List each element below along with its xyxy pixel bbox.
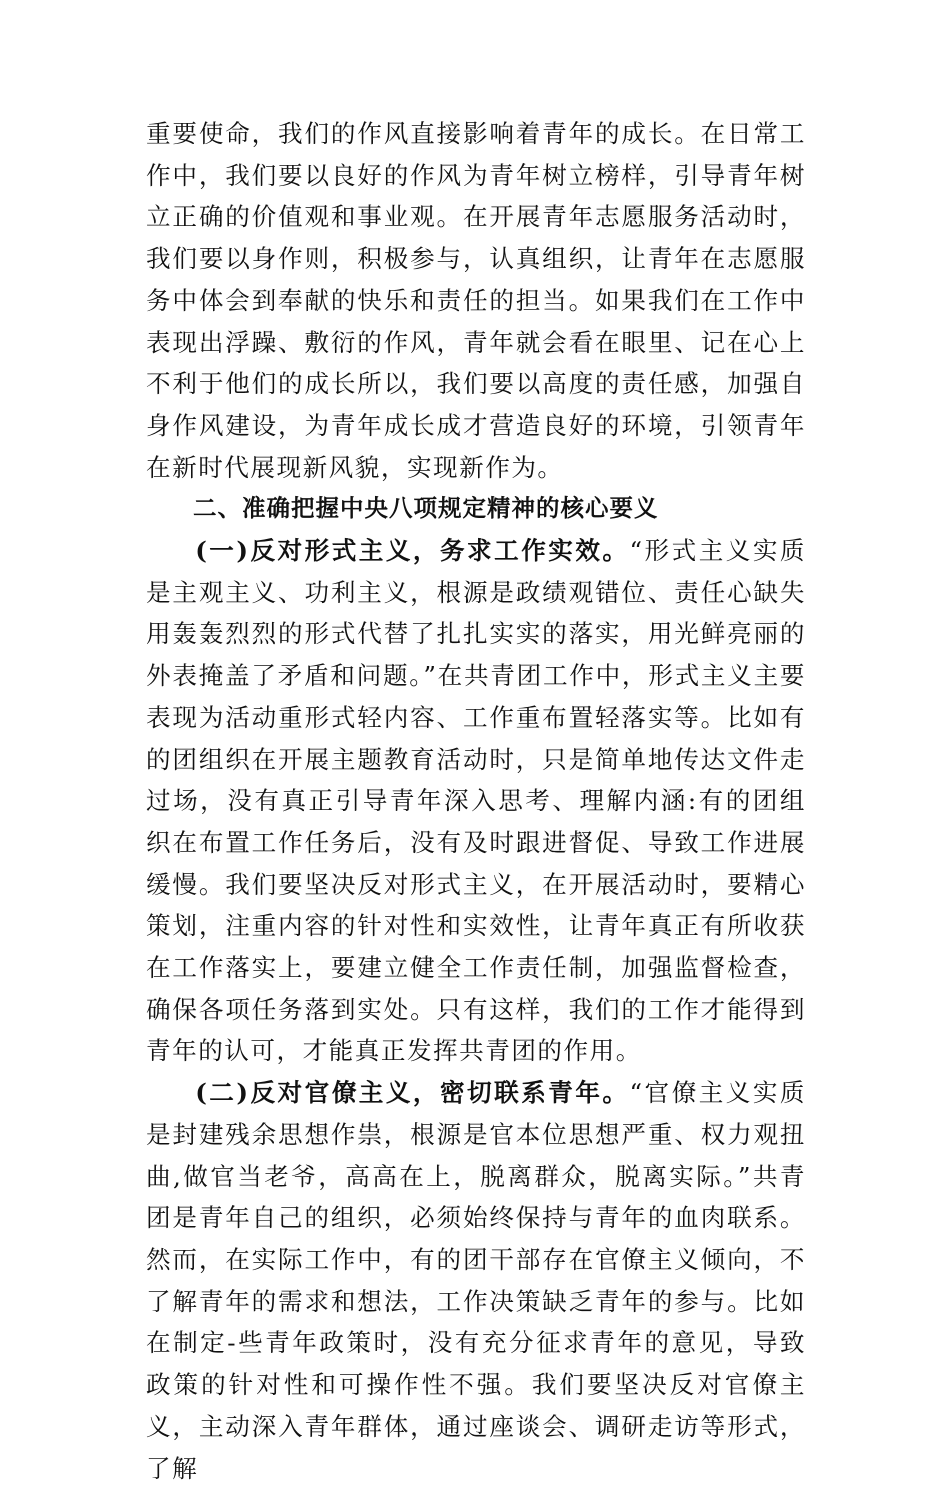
paragraph-item-1: [146, 530, 806, 1072]
item-2-body: “官僚主义实质是封建残余思想作祟，根源是官本位思想严重、权力观扭曲,做官当老爷，高高在上，脱离群众，脱离实际。”共青团是青年自己的组织，必须始终保持与青年的血肉联系。然而，在实际工作中，有的团干部存在官僚主义倾向，不了解青年的需求和想法，工作决策缺乏青年的参与。比如在制定-些青年政策时，没有充分征求青年的意见，导致政策的针对性和可操作性不强。我们要坚决反对官僚主义，主动深入青年群体，通过座谈会、调研走访等形式，了解: [146, 1078, 807, 1483]
section-heading: 二、准确把握中央八项规定精神的核心要义: [193, 494, 659, 523]
item-1-body: “形式主义实质是主观主义、功利主义，根源是政绩观错位、责任心缺失用轰轰烈烈的形式代替了扎扎实实的落实，用光鲜亮丽的外表掩盖了矛盾和问题。”在共青团工作中，形式主义主要表现为活动重形式轻内容、工作重布置轻落实等。比如有的团组织在开展主题教育活动时，只是简单地传达文件走过场，没有真正引导青年深入思考、理解内涵:有的团组织在布置工作任务后，没有及时跟进督促、导致工作进展缓慢。我们要坚决反对形式主义，在开展活动时，要精心策划，注重内容的针对性和实效性，让青年真正有所收获在工作落实上，要建立健全工作责任制，加强监督检查，确保各项任务落到实处。只有这样，我们的工作才能得到青年的认可，才能真正发挥共青团的作用。: [146, 536, 807, 1066]
paragraph-item-2: [146, 1072, 806, 1489]
document-page: [146, 113, 807, 1483]
item-2-lead: (二)反对官僚主义，密切联系青年。: [195, 1078, 630, 1108]
paragraph-continued: 重要使命，我们的作风直接影响着青年的成长。在日常工作中，我们要以良好的作风为青年树立榜样，引导青年树立正确的价值观和事业观。在开展青年志愿服务活动时，我们要以身作则，积极参与，认真组织，让青年在志愿服务中体会到奉献的快乐和责任的担当。如果我们在工作中表现出浮躁、敷衍的作风，青年就会看在眼里、记在心上不利于他们的成长所以，我们要以高度的责任感，加强自身作风建设，为青年成长成才营造良好的环境，引领青年在新时代展现新风貌，实现新作为。: [146, 119, 806, 482]
item-1-lead: (一)反对形式主义，务求工作实效。: [195, 536, 630, 566]
